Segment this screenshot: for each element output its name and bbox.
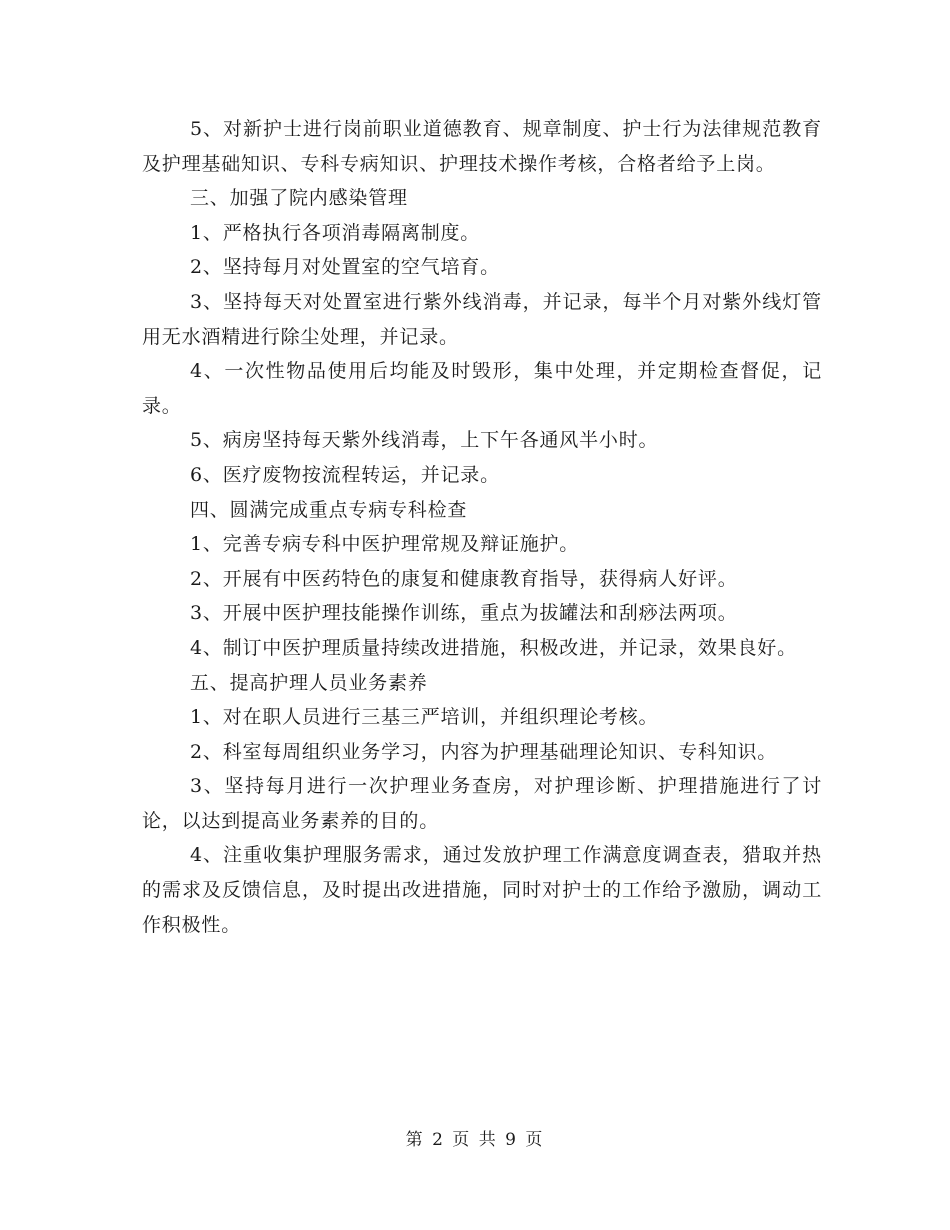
section-heading: 四、圆满完成重点专病专科检查 (190, 498, 468, 521)
section-heading: 三、加强了院内感染管理 (190, 187, 408, 210)
paragraph: 3、开展中医护理技能操作训练，重点为拔罐法和刮痧法两项。 (190, 602, 738, 625)
paragraph: 5、对新护士进行岗前职业道德教育、规章制度、护士行为法律规范教育及护理基础知识、专科专病知识、护理技术操作考核，合格者给予上岗。 (142, 118, 822, 175)
paragraph: 4、注重收集护理服务需求，通过发放护理工作满意度调查表，猎取并热的需求及反馈信息，及时提出改进措施，同时对护士的工作给予激励，调动工作积极性。 (142, 844, 822, 936)
paragraph: 1、完善专病专科中医护理常规及辩证施护。 (190, 533, 580, 556)
paragraph: 5、病房坚持每天紫外线消毒，上下午各通风半小时。 (190, 429, 659, 452)
paragraph: 3、坚持每天对处置室进行紫外线消毒，并记录，每半个月对紫外线灯管用无水酒精进行除尘处理，并记录。 (142, 290, 822, 348)
paragraph: 6、医疗废物按流程转运，并记录。 (190, 463, 500, 486)
paragraph: 2、坚持每月对处置室的空气培育。 (190, 256, 500, 279)
document-body (142, 112, 822, 942)
paragraph: 1、对在职人员进行三基三严培训，并组织理论考核。 (190, 706, 659, 729)
paragraph: 2、开展有中医药特色的康复和健康教育指导，获得病人好评。 (190, 567, 738, 590)
page-number: 第 2 页 共 9 页 (405, 1130, 545, 1150)
paragraph: 4、制订中医护理质量持续改进措施，积极改进，并记录，效果良好。 (190, 636, 797, 659)
paragraph: 4、一次性物品使用后均能及时毁形，集中处理，并定期检查督促，记录。 (142, 360, 822, 417)
section-heading: 五、提高护理人员业务素养 (190, 671, 428, 694)
paragraph: 3、坚持每月进行一次护理业务查房，对护理诊断、护理措施进行了讨论，以达到提高业务素养的目的。 (142, 775, 822, 832)
paragraph: 1、严格执行各项消毒隔离制度。 (190, 221, 481, 244)
paragraph: 2、科室每周组织业务学习，内容为护理基础理论知识、专科知识。 (190, 740, 778, 763)
